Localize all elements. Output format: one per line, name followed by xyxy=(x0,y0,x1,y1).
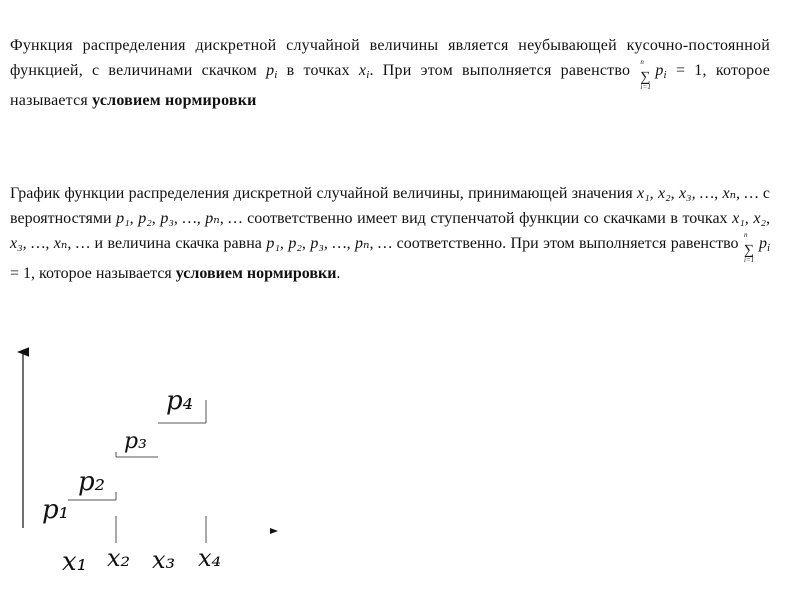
para2-text-f: которое называется xyxy=(39,265,172,282)
sum-symbol: n ∑ i=1 xyxy=(640,65,654,85)
x-values-2: x₁, x₂, x₃, …, xₙ, … xyxy=(10,210,771,252)
x-axis-arrow xyxy=(270,528,278,534)
p-values: p₁, p₂, p₃, …, pₙ, … xyxy=(116,210,243,227)
sum-symbol-2: n ∑ i=1 xyxy=(744,238,758,258)
var-x: x xyxy=(358,62,367,79)
sum-top-2: n xyxy=(743,231,748,239)
period: . xyxy=(336,265,341,282)
equals-one-2: = 1, xyxy=(10,265,36,282)
normalization-term-2: условием нормировки xyxy=(175,265,337,282)
para2-text-a: График функции распределения дискретной случайной величины, принимающей значения xyxy=(10,185,633,202)
para1-text-b: в точках xyxy=(286,62,350,79)
sum-top: n xyxy=(640,58,645,66)
label-p4: p₄ xyxy=(166,386,194,416)
x-values: x₁, x₂, x₃, …, xₙ, … xyxy=(637,185,759,202)
paragraph-graph-description: График функции распределения дискретной случайной величины, принимающей значения x₁, x₂, x₃, …, xₙ, … с вероятностями p₁, p₂, p₃, …, pₙ, … соответственно имеет вид ступенчатой функции со скачками в точках x₁, x₂, x₃, …, xₙ, … и величина скачка равна p₁, p₂, p₃, …, pₙ, … соответственно. При этом выполняется равенство n ∑ i=1 pi = 1, которое называется условием нормировки. xyxy=(10,185,771,282)
sum-bottom: i=1 xyxy=(640,83,652,91)
p-values-2: p₁, p₂, p₃, …, pₙ, … xyxy=(266,235,393,252)
sum-sub-i: i xyxy=(663,69,667,81)
var-p: p xyxy=(266,62,275,79)
sum-var-p: p xyxy=(655,62,664,79)
equals-one: = 1, xyxy=(675,62,707,79)
label-x1: x₁ xyxy=(62,547,88,577)
label-x2: x₂ xyxy=(107,544,131,572)
label-x4: x₄ xyxy=(198,544,222,572)
label-x3: x₃ xyxy=(152,546,176,574)
normalization-term: условием нормировки xyxy=(92,92,257,109)
step-function-graph xyxy=(0,330,320,590)
para1-text-c: . При этом выполняется равенство xyxy=(369,62,631,79)
para2-text-c: соответственно имеет вид ступенчатой функции со скачками в точках xyxy=(247,210,728,227)
para2-text-e: соответственно. При этом выполняется равенство xyxy=(396,235,739,252)
label-p2: p₂ xyxy=(78,467,106,497)
label-p3: p₃ xyxy=(124,429,147,454)
para2-text-d: и величина скачка равна xyxy=(94,235,262,252)
paragraph-definition xyxy=(10,33,770,113)
sub-i: i xyxy=(274,69,278,81)
para2-text-b: с вероятностями xyxy=(10,185,771,227)
label-p1: p₁ xyxy=(42,495,70,525)
para1-text-d: которое называется xyxy=(10,62,771,109)
sub-i-2: i xyxy=(366,69,370,81)
para1-text-a: Функция распределения дискретной случайной величины является неубывающей кусочно-постоянной функцией, с величинами скачком xyxy=(10,37,770,79)
sum-bottom-2: i=1 xyxy=(743,256,755,264)
